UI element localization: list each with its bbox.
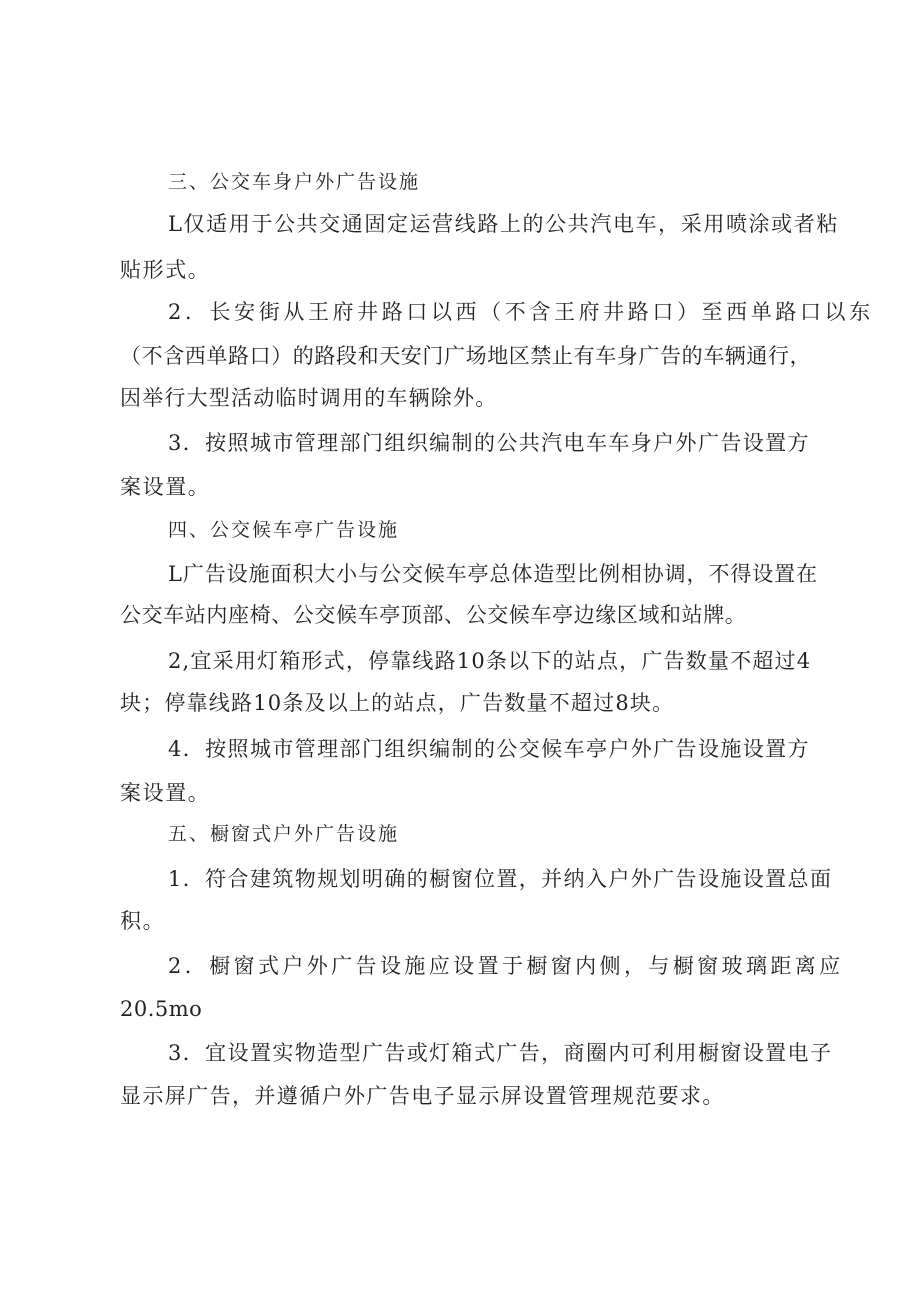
paragraph-line: 3．宜设置实物造型广告或灯箱式广告，商圈内可利用橱窗设置电子 bbox=[168, 1041, 833, 1065]
paragraph-line: 案设置。 bbox=[120, 781, 211, 805]
paragraph-line: 块；停靠线路10条及以上的站点，广告数量不超过8块。 bbox=[120, 691, 675, 715]
section-heading-4: 四、公交候车亭广告设施 bbox=[168, 519, 400, 541]
paragraph-line: L仅适用于公共交通固定运营线路上的公共汽电车，采用喷涂或者粘 bbox=[168, 212, 839, 236]
paragraph-line: 因举行大型活动临时调用的车辆除外。 bbox=[120, 386, 498, 410]
paragraph-line: 贴形式。 bbox=[120, 258, 211, 282]
paragraph-line: 3．按照城市管理部门组织编制的公共汽电车车身户外广告设置方 bbox=[168, 431, 810, 455]
paragraph-line: 1．符合建筑物规划明确的橱窗位置，并纳入户外广告设施设置总面 bbox=[168, 867, 833, 891]
paragraph-line: 积。 bbox=[120, 909, 166, 933]
paragraph-line: 2．橱窗式户外广告设施应设置于橱窗内侧，与橱窗玻璃距离应 bbox=[168, 954, 844, 978]
paragraph-line: 公交车站内座椅、公交候车亭顶部、公交候车亭边缘区域和站牌。 bbox=[120, 603, 747, 627]
paragraph-line: 2．长安街从王府井路口以西（不含王府井路口）至西单路口以东 bbox=[168, 300, 874, 324]
section-heading-3: 三、公交车身户外广告设施 bbox=[168, 171, 421, 193]
paragraph-line: 2,宜采用灯箱形式，停靠线路10条以下的站点，广告数量不超过4 bbox=[168, 649, 812, 673]
paragraph-line: 案设置。 bbox=[120, 475, 211, 499]
paragraph-line: 显示屏广告，并遵循户外广告电子显示屏设置管理规范要求。 bbox=[120, 1084, 725, 1108]
paragraph-line: 20.5mo bbox=[120, 997, 203, 1021]
paragraph-line: 4．按照城市管理部门组织编制的公交候车亭户外广告设施设置方 bbox=[168, 737, 810, 761]
paragraph-line: L广告设施面积大小与公交候车亭总体造型比例相协调，不得设置在 bbox=[168, 562, 818, 586]
section-heading-5: 五、橱窗式户外广告设施 bbox=[168, 823, 400, 845]
paragraph-line: （不含西单路口）的路段和天安门广场地区禁止有车身广告的车辆通行， bbox=[120, 344, 812, 368]
